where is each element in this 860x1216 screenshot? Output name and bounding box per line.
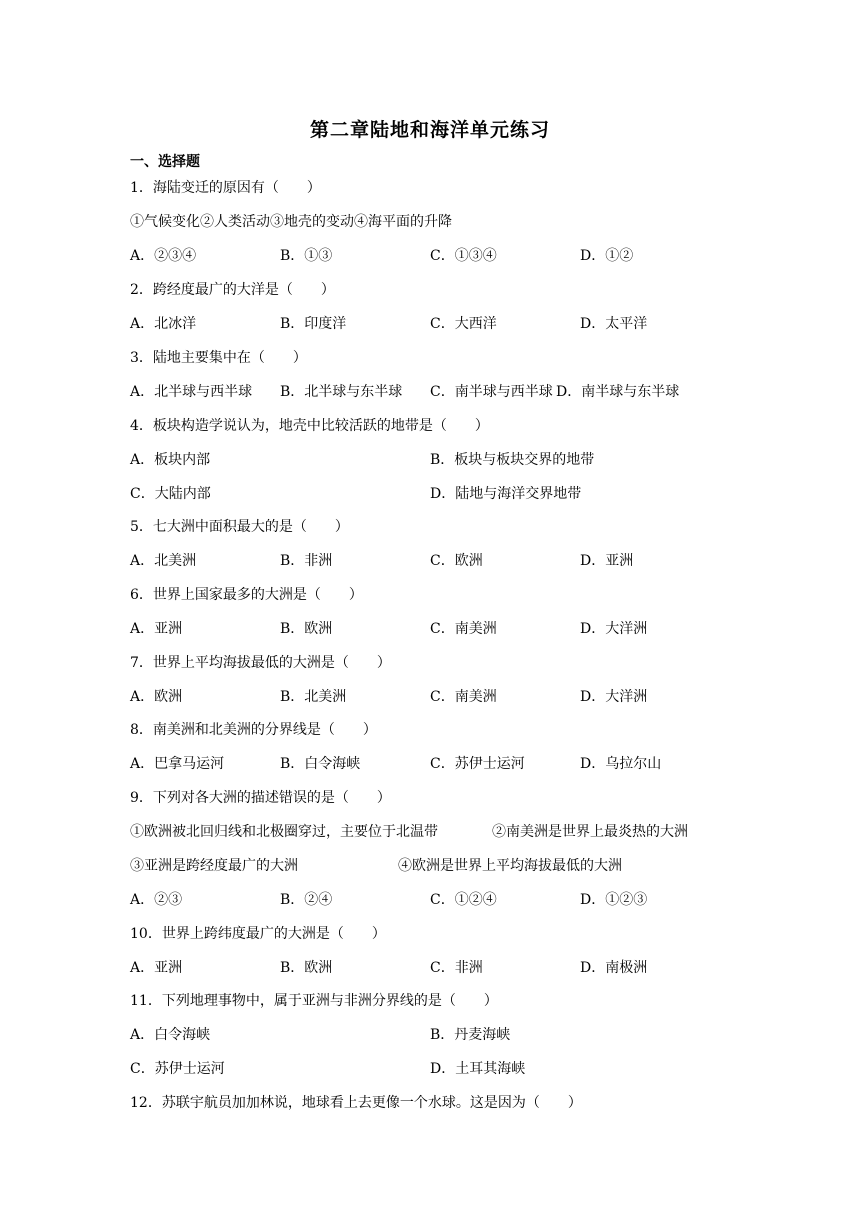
q7-option-d: D．大洋洲 — [580, 689, 648, 705]
q10-option-b: B．欧洲 — [280, 960, 333, 976]
q9-option-a: A．②③ — [130, 892, 183, 908]
q5-option-c: C．欧洲 — [430, 553, 483, 569]
question-1-stem: 1．海陆变迁的原因有（ ） — [130, 180, 321, 196]
q8-option-c: C．苏伊士运河 — [430, 756, 525, 772]
question-9-stem: 9．下列对各大洲的描述错误的是（ ） — [130, 790, 391, 806]
q9-note-3: ③亚洲是跨经度最广的大洲 — [130, 858, 298, 874]
q10-option-a: A．亚洲 — [130, 960, 183, 976]
q10-option-d: D．南极洲 — [580, 960, 648, 976]
q9-note-4: ④欧洲是世界上平均海拔最低的大洲 — [398, 858, 622, 874]
q9-option-d: D．①②③ — [580, 892, 648, 908]
q7-option-b: B．北美洲 — [280, 689, 347, 705]
q9-note-1: ①欧洲被北回归线和北极圈穿过，主要位于北温带 — [130, 824, 438, 840]
q5-option-d: D．亚洲 — [580, 553, 634, 569]
page-title: 第二章陆地和海洋单元练习 — [309, 119, 550, 141]
q2-option-d: D．太平洋 — [580, 316, 648, 332]
question-4-stem: 4．板块构造学说认为，地壳中比较活跃的地带是（ ） — [130, 418, 489, 434]
q4-option-b: B．板块与板块交界的地带 — [430, 452, 595, 468]
question-3-stem: 3．陆地主要集中在（ ） — [130, 350, 307, 366]
question-11-stem: 11．下列地理事物中，属于亚洲与非洲分界线的是（ ） — [130, 993, 498, 1009]
q3-option-d: D．南半球与东半球 — [556, 384, 680, 400]
question-7-stem: 7．世界上平均海拔最低的大洲是（ ） — [130, 655, 391, 671]
q9-option-b: B．②④ — [280, 892, 333, 908]
question-8-stem: 8．南美洲和北美洲的分界线是（ ） — [130, 722, 377, 738]
q7-option-c: C．南美洲 — [430, 689, 497, 705]
q4-option-a: A．板块内部 — [130, 452, 211, 468]
q8-option-d: D．乌拉尔山 — [580, 756, 662, 772]
question-10-stem: 10．世界上跨纬度最广的大洲是（ ） — [130, 926, 386, 942]
q11-option-c: C．苏伊士运河 — [130, 1061, 225, 1077]
question-12-stem: 12．苏联宇航员加加林说，地球看上去更像一个水球。这是因为（ ） — [130, 1095, 582, 1111]
q3-option-a: A．北半球与西半球 — [130, 384, 253, 400]
question-5-stem: 5．七大洲中面积最大的是（ ） — [130, 519, 349, 535]
q4-option-d: D．陆地与海洋交界地带 — [430, 486, 582, 502]
q5-option-b: B．非洲 — [280, 553, 333, 569]
question-2-stem: 2．跨经度最广的大洋是（ ） — [130, 282, 335, 298]
question-1-note: ①气候变化②人类活动③地壳的变动④海平面的升降 — [130, 214, 452, 230]
q6-option-a: A．亚洲 — [130, 621, 183, 637]
q8-option-a: A．巴拿马运河 — [130, 756, 225, 772]
q11-option-b: B．丹麦海峡 — [430, 1027, 511, 1043]
question-6-stem: 6．世界上国家最多的大洲是（ ） — [130, 587, 363, 603]
q7-option-a: A．欧洲 — [130, 689, 183, 705]
q11-option-a: A．白令海峡 — [130, 1027, 211, 1043]
q5-option-a: A．北美洲 — [130, 553, 197, 569]
q11-option-d: D．土耳其海峡 — [430, 1061, 526, 1077]
q3-option-b: B．北半球与东半球 — [280, 384, 403, 400]
q6-option-b: B．欧洲 — [280, 621, 333, 637]
q4-option-c: C．大陆内部 — [130, 486, 211, 502]
q2-option-c: C．大西洋 — [430, 316, 497, 332]
q1-option-b: B．①③ — [280, 248, 333, 264]
q1-option-c: C．①③④ — [430, 248, 497, 264]
q6-option-c: C．南美洲 — [430, 621, 497, 637]
q3-option-c: C．南半球与西半球 — [430, 384, 553, 400]
q10-option-c: C．非洲 — [430, 960, 483, 976]
q9-note-2: ②南美洲是世界上最炎热的大洲 — [492, 824, 688, 840]
q1-option-d: D．①② — [580, 248, 634, 264]
q1-option-a: A．②③④ — [130, 248, 197, 264]
q8-option-b: B．白令海峡 — [280, 756, 361, 772]
section-heading: 一、选择题 — [130, 154, 200, 170]
q2-option-b: B．印度洋 — [280, 316, 347, 332]
q9-option-c: C．①②④ — [430, 892, 497, 908]
q6-option-d: D．大洋洲 — [580, 621, 648, 637]
q2-option-a: A．北冰洋 — [130, 316, 197, 332]
